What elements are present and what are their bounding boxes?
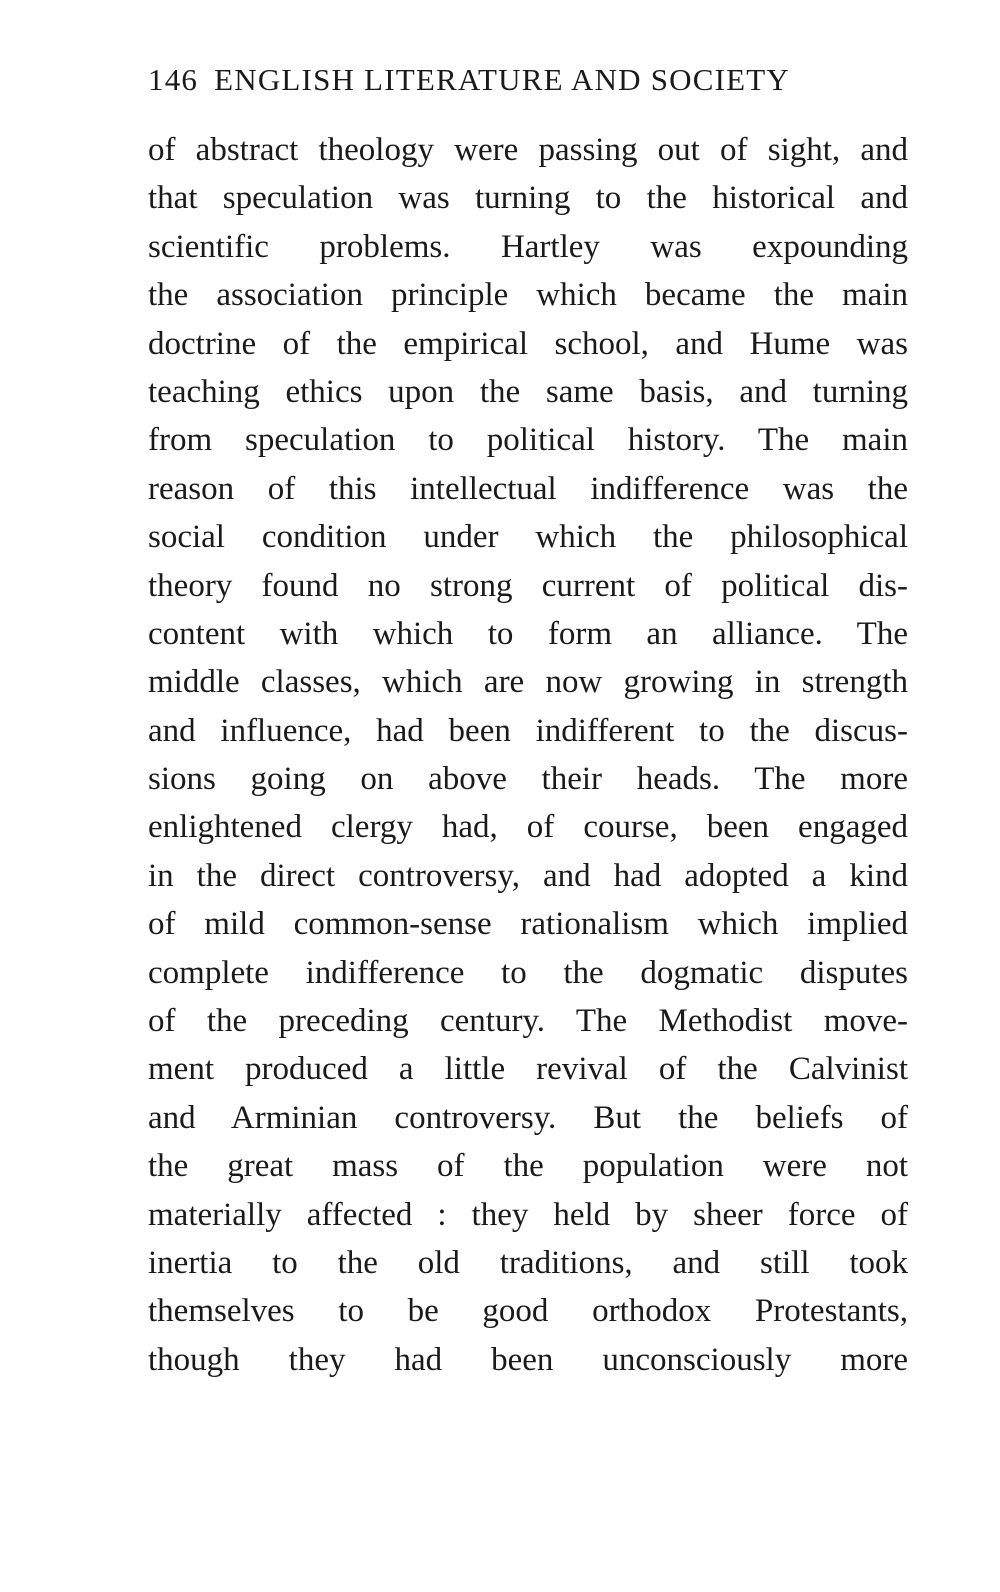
- running-title: ENGLISH LITERATURE AND SOCIETY: [214, 62, 790, 97]
- body-text: [148, 126, 908, 1384]
- text-line: of abstract theology were passing out of sight, and: [148, 132, 908, 168]
- text-line: middle classes, which are now growing in strength: [148, 664, 908, 701]
- text-line: the association principle which became the main: [148, 277, 908, 314]
- text-line: teaching ethics upon the same basis, and turning: [148, 373, 908, 410]
- text-line: of the preceding century. The Methodist move-: [148, 1003, 908, 1040]
- text-line: theory found no strong current of political dis-: [148, 567, 908, 604]
- page-number: 146: [148, 62, 199, 97]
- text-line: materially affected : they held by sheer force of: [148, 1196, 908, 1233]
- text-line: and Arminian controversy. But the beliefs of: [148, 1099, 908, 1136]
- text-line: doctrine of the empirical school, and Hume was: [148, 325, 908, 362]
- running-head: [148, 58, 908, 102]
- text-line: of mild common-sense rationalism which implied: [148, 906, 908, 943]
- text-line: in the direct controversy, and had adopted a kind: [148, 857, 908, 894]
- text-line: themselves to be good orthodox Protestants,: [148, 1293, 908, 1330]
- text-line: from speculation to political history. The main: [148, 422, 908, 459]
- text-line: reason of this intellectual indifference was the: [148, 470, 908, 507]
- text-line: the great mass of the population were not: [148, 1148, 908, 1185]
- text-line: enlightened clergy had, of course, been engaged: [148, 809, 908, 846]
- text-line: and influence, had been indifferent to the discus-: [148, 712, 908, 749]
- text-line: that speculation was turning to the historical and: [148, 180, 908, 217]
- text-line: social condition under which the philosophical: [148, 519, 908, 556]
- text-line: sions going on above their heads. The more: [148, 761, 908, 798]
- text-line: ment produced a little revival of the Calvinist: [148, 1051, 908, 1088]
- text-line: inertia to the old traditions, and still took: [148, 1244, 908, 1281]
- text-line: content with which to form an alliance. The: [148, 615, 908, 652]
- text-line: complete indifference to the dogmatic disputes: [148, 954, 908, 991]
- text-line: scientific problems. Hartley was expounding: [148, 228, 908, 265]
- text-line: though they had been unconsciously more: [148, 1341, 908, 1378]
